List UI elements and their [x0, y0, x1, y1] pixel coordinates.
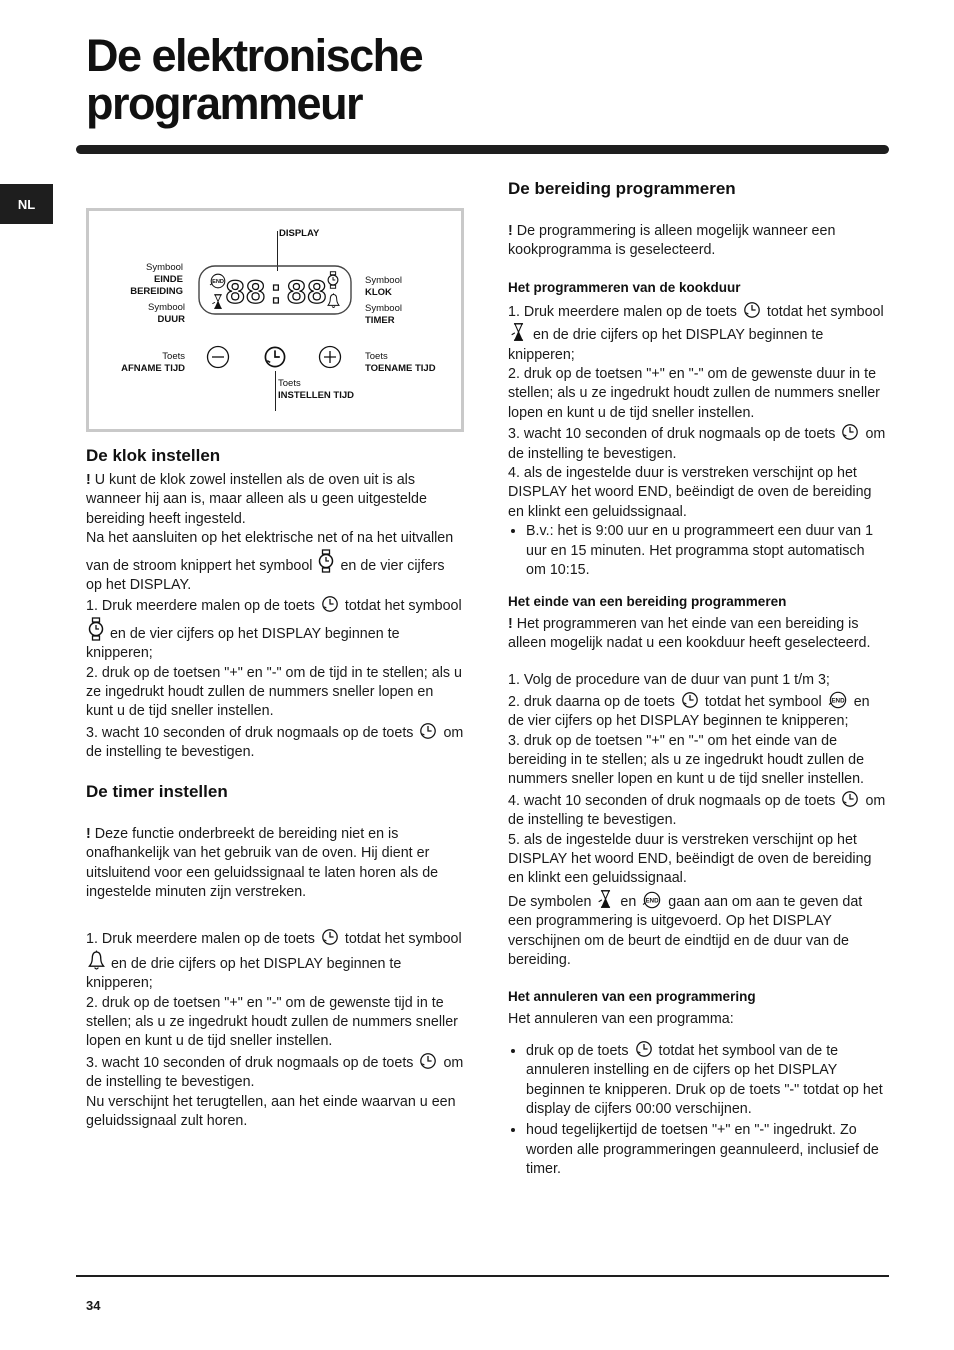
duration-example: • B.v.: het is 9:00 uur en u programmeert een duur van 1 uur en 15 minuten. Het programma stopt automatisch om 10:15.: [526, 522, 888, 580]
title-line-1: De elektronische: [86, 30, 423, 81]
timer-heading: De timer instellen: [86, 781, 228, 801]
end-step-4: 4. wacht 10 seconden of druk nogmaals op de toets om de instelling te bevestigen.: [508, 790, 888, 831]
duration-step-1: 1. Druk meerdere malen op de toets totdat het symbool en de drie cijfers op het DISPLAY beginnen te knipperen;: [508, 301, 888, 365]
timer-outro: Nu verschijnt het terugtellen, aan het einde waarvan u een geluidssignaal zult horen.: [86, 1093, 456, 1129]
clock-step-2: 2. druk op de toetsen "+" en "-" om de tijd in te stellen; als u ze ingedrukt houdt zullen de nummers sneller lopen en kunt u de tijd sneller instellen.: [86, 664, 462, 720]
clock-key-icon: [419, 722, 437, 740]
cancel-item-1: • druk op de toets totdat het symbool van de te annuleren instelling en de cijfers op het DISPLAY beginnen te knipperen. Druk op de toets "-" totdat op het display de cijfers 00:00 verschijnen.: [526, 1040, 888, 1120]
language-tab: NL: [0, 184, 53, 224]
key-minus-label: Toets AFNAME TIJD: [121, 351, 185, 374]
clock-key-icon: [321, 928, 339, 946]
end-time-intro: ! Het programmeren van het einde van een bereiding is alleen mogelijk nadat u een kookduur heeft geselecteerd.: [508, 615, 871, 651]
lcd-digits: 88:88: [224, 276, 328, 314]
cancel-intro: Het annuleren van een programma:: [508, 1011, 734, 1028]
clock-key-icon: [419, 1052, 437, 1070]
page-number: 34: [86, 1298, 101, 1313]
end-step-1: 1. Volg de procedure van de duur van punt 1 t/m 3;: [508, 672, 830, 689]
right-column: [508, 178, 888, 1182]
duration-step-3: 3. wacht 10 seconden of druk nogmaals op de toets om de instelling te bevestigen.: [508, 423, 888, 464]
hourglass-icon: [597, 889, 614, 909]
symbol-clock-label: Symbool KLOK: [365, 275, 402, 298]
duration-heading: Het programmeren van de kookduur: [508, 279, 741, 295]
footer-divider: [76, 1275, 889, 1277]
clock-step-1: 1. Druk meerdere malen op de toets totdat het symbool en de vier cijfers op het DISPLAY beginnen te knipperen;: [86, 595, 464, 663]
lcd-display: [198, 265, 353, 315]
timer-step-3: 3. wacht 10 seconden of druk nogmaals op de toets om de instelling te bevestigen.: [86, 1052, 464, 1093]
display-label: DISPLAY: [279, 228, 320, 239]
timer-step-2: 2. druk op de toetsen "+" en "-" om de gewenste tijd in te stellen; als u ze ingedrukt houdt zullen de nummers sneller lopen en kunt u de tijd sneller instellen.: [86, 994, 458, 1050]
set-time-key[interactable]: [263, 345, 287, 369]
watch-icon: [328, 272, 338, 289]
plus-key[interactable]: [318, 345, 342, 369]
cancel-heading: Het annuleren van een programmering: [508, 989, 756, 1005]
cancel-list: [508, 1040, 888, 1180]
key-set-label: Toets INSTELLEN TIJD: [278, 378, 355, 401]
program-heading: De bereiding programmeren: [508, 179, 736, 198]
duration-step-4: 4. als de ingestelde duur is verstreken verschijnt op het DISPLAY het woord END, beëindigt de oven de bereiding en klinkt een geluidssignaal.: [508, 465, 872, 520]
clock-key-icon: [321, 595, 339, 613]
clock-heading: De klok instellen: [86, 446, 221, 465]
clock-step-3: 3. wacht 10 seconden of druk nogmaals op de toets om de instelling te bevestigen.: [86, 722, 464, 763]
clock-key-icon: [681, 691, 699, 709]
end-time-heading: Het einde van een bereiding programmeren: [508, 593, 787, 609]
symbol-duration-label: Symbool DUUR: [148, 302, 185, 325]
end-step-3: 3. druk op de toetsen "+" en "-" om het einde van de bereiding in te stellen; als u ze ingedrukt houdt zullen de nummers sneller lopen en kunt u de tijd sneller instellen.: [508, 732, 865, 788]
title-divider: [76, 145, 889, 154]
end-symbols-note: De symbolen en gaan aan om aan te geven dat een programmering is uitgevoerd. Op het DISPLAY verschijnen om de beurt de eindtijd en de duur van de bereiding.: [508, 889, 888, 971]
timer-intro: ! Deze functie onderbreekt de bereiding niet en is onafhankelijk van het gebruik van de oven. Hij dient er uitsluitend voor een geluidssignaal te laten horen als de ingestelde minuten zijn verstreken.: [86, 825, 439, 900]
symbol-end-label: Symbool EINDE BEREIDING: [130, 262, 183, 297]
end-step-5: 5. als de ingestelde duur is verstreken verschijnt op het DISPLAY het woord END, beëindigt de oven de bereiding en klinkt een geluidssignaal.: [508, 831, 872, 887]
clock-key-icon: [841, 423, 859, 441]
watch-icon: [88, 617, 104, 641]
bell-icon: [328, 293, 339, 307]
bell-icon: [88, 950, 105, 971]
watch-icon: [318, 549, 334, 573]
hourglass-icon: [212, 295, 221, 309]
minus-key[interactable]: [206, 345, 230, 369]
duration-example-list: [508, 522, 888, 580]
end-step-2: 2. druk daarna op de toets totdat het symbool en de vier cijfers op het DISPLAY beginnen te knipperen;: [508, 691, 888, 732]
title-line-2: programmeur: [86, 78, 363, 129]
clock-key-icon: [743, 301, 761, 319]
symbol-timer-label: Symbool TIMER: [365, 303, 402, 326]
left-column: [86, 445, 464, 1131]
program-intro: ! De programmering is alleen mogelijk wanneer een kookprogramma is geselecteerd.: [508, 223, 836, 259]
control-panel-diagram: [86, 208, 464, 432]
clock-intro: ! U kunt de klok zowel instellen als de oven uit is als wanneer hij aan is, maar alleen als u geen uitgestelde bereiding heeft ingesteld. Na het aansluiten op het elektrische net of na het uitvallen van de stroom knippert het symbool en de vier cijfers op het DISPLAY.: [86, 472, 454, 594]
end-symbol-icon: [642, 891, 662, 909]
set-key-leader-line: [275, 371, 276, 411]
clock-key-icon: [841, 790, 859, 808]
key-plus-label: Toets TOENAME TIJD: [365, 351, 436, 374]
cancel-item-2: • houd tegelijkertijd de toetsen "+" en "-" ingedrukt. Zo worden alle programmeringen geannuleerd, inclusief de timer.: [526, 1121, 888, 1179]
clock-key-icon: [635, 1040, 653, 1058]
end-symbol-icon: [210, 274, 225, 288]
end-symbol-icon: [828, 691, 848, 709]
page-title: [86, 32, 422, 128]
timer-step-1: 1. Druk meerdere malen op de toets totdat het symbool en de drie cijfers op het DISPLAY beginnen te knipperen;: [86, 928, 464, 993]
hourglass-icon: [510, 322, 527, 342]
duration-step-2: 2. druk op de toetsen "+" en "-" om de gewenste duur in te stellen; als u ze ingedrukt houdt zullen de nummers sneller lopen en kunt u de tijd sneller instellen.: [508, 366, 880, 421]
